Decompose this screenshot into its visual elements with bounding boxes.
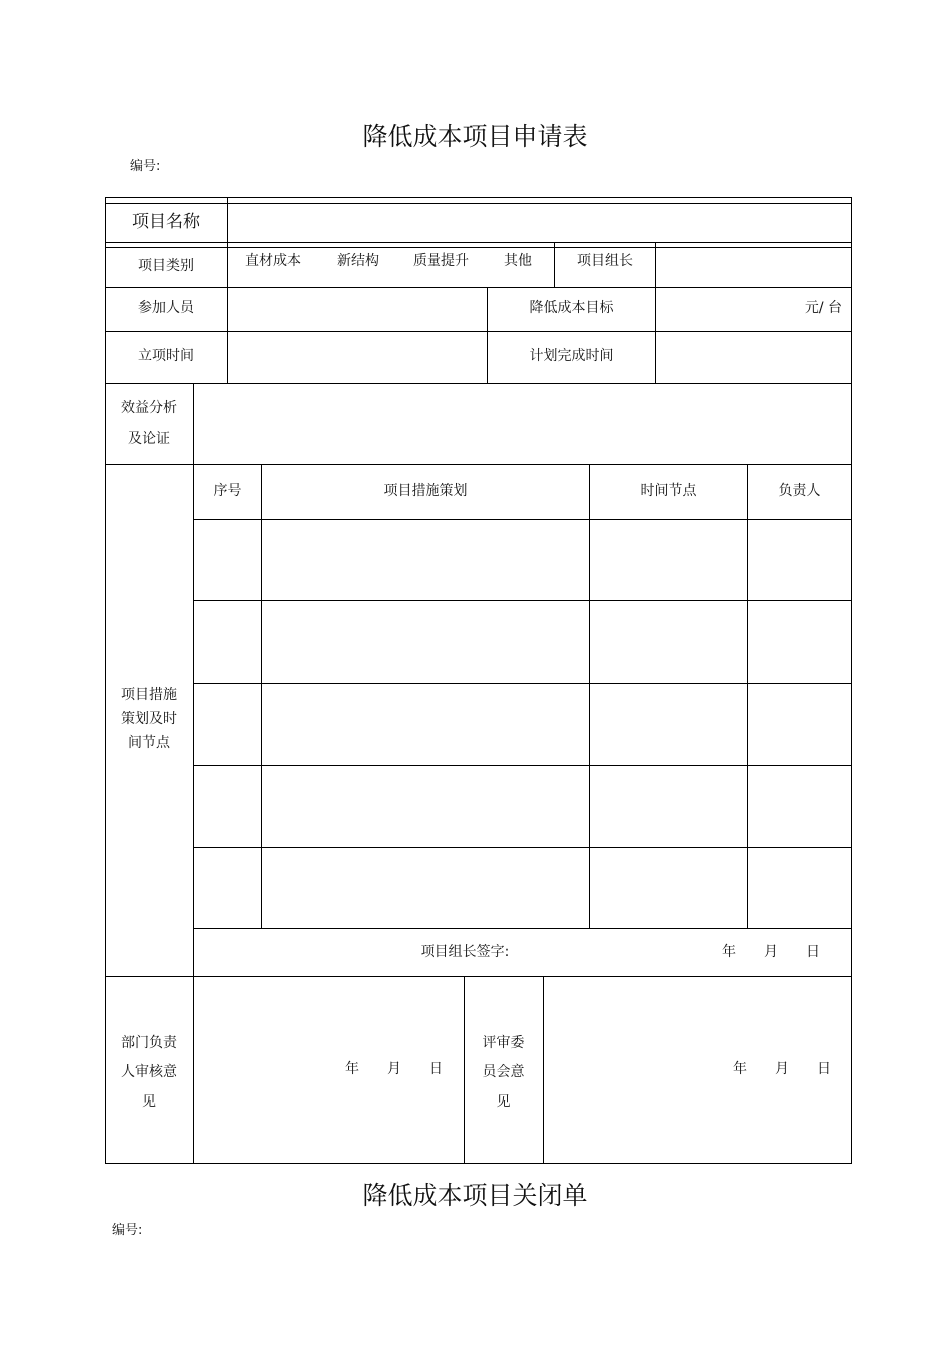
benefit-analysis-label [105,393,193,455]
column-header-owner: 负责人 [778,482,821,499]
date-year: 年 [722,943,736,960]
dept-review-line2: 人审核意 [121,1064,177,1081]
committee-review-date[interactable] [693,1050,843,1090]
measures-label-line2: 策划及时 [121,711,177,728]
form-number-label: 编号: [130,159,161,174]
category-option-new-structure[interactable]: 新结构 [337,253,379,270]
project-name-field[interactable] [228,203,851,242]
dept-review-label [105,1028,193,1118]
category-option-quality[interactable]: 质量提升 [413,253,469,270]
measures-label-line1: 项目措施 [121,687,177,704]
form-title: 降低成本项目申请表 [362,122,588,151]
category-option-material[interactable]: 直材成本 [245,253,301,270]
committee-line3: 见 [496,1093,511,1110]
date-year: 年 [345,1061,359,1078]
leader-signature-label: 项目组长签字: [420,943,510,960]
start-time-field[interactable] [228,331,487,383]
participants-label: 参加人员 [138,300,194,317]
committee-line2: 员会意 [482,1064,525,1081]
plan-finish-label: 计划完成时间 [529,348,614,365]
date-year: 年 [733,1061,747,1078]
column-header-plan: 项目措施策划 [383,482,468,499]
measures-rows-area[interactable] [194,520,851,928]
participants-field[interactable] [228,287,487,331]
project-leader-label: 项目组长 [577,253,633,270]
closure-number-label: 编号: [112,1223,143,1238]
date-month: 月 [775,1061,789,1078]
plan-finish-field[interactable] [656,331,851,383]
date-day: 日 [429,1061,443,1078]
date-month: 月 [387,1061,401,1078]
project-leader-field[interactable] [656,247,851,287]
start-time-label: 立项时间 [138,348,194,365]
dept-review-date[interactable] [305,1050,455,1090]
date-month: 月 [764,943,778,960]
committee-line1: 评审委 [482,1034,525,1051]
committee-review-label [464,1028,543,1118]
benefit-label-line2: 及论证 [128,431,170,447]
measures-label-line3: 间节点 [128,734,170,751]
column-header-time: 时间节点 [640,482,697,499]
leader-signature-date[interactable] [682,929,832,976]
dept-review-line1: 部门负责 [121,1034,177,1051]
closure-form-title: 降低成本项目关闭单 [362,1181,588,1210]
benefit-label-line1: 效益分析 [121,400,177,417]
measures-label [105,464,193,976]
benefit-analysis-field[interactable] [194,384,851,464]
date-day: 日 [817,1061,831,1078]
date-day: 日 [806,943,820,960]
cost-target-label: 降低成本目标 [529,300,614,317]
dept-review-line3: 见 [142,1093,156,1110]
project-name-label: 项目名称 [132,212,200,233]
category-label: 项目类别 [138,258,194,275]
cost-target-unit[interactable]: 元/ 台 [804,300,842,317]
category-option-other[interactable]: 其他 [504,253,532,270]
column-header-seq: 序号 [213,482,242,499]
